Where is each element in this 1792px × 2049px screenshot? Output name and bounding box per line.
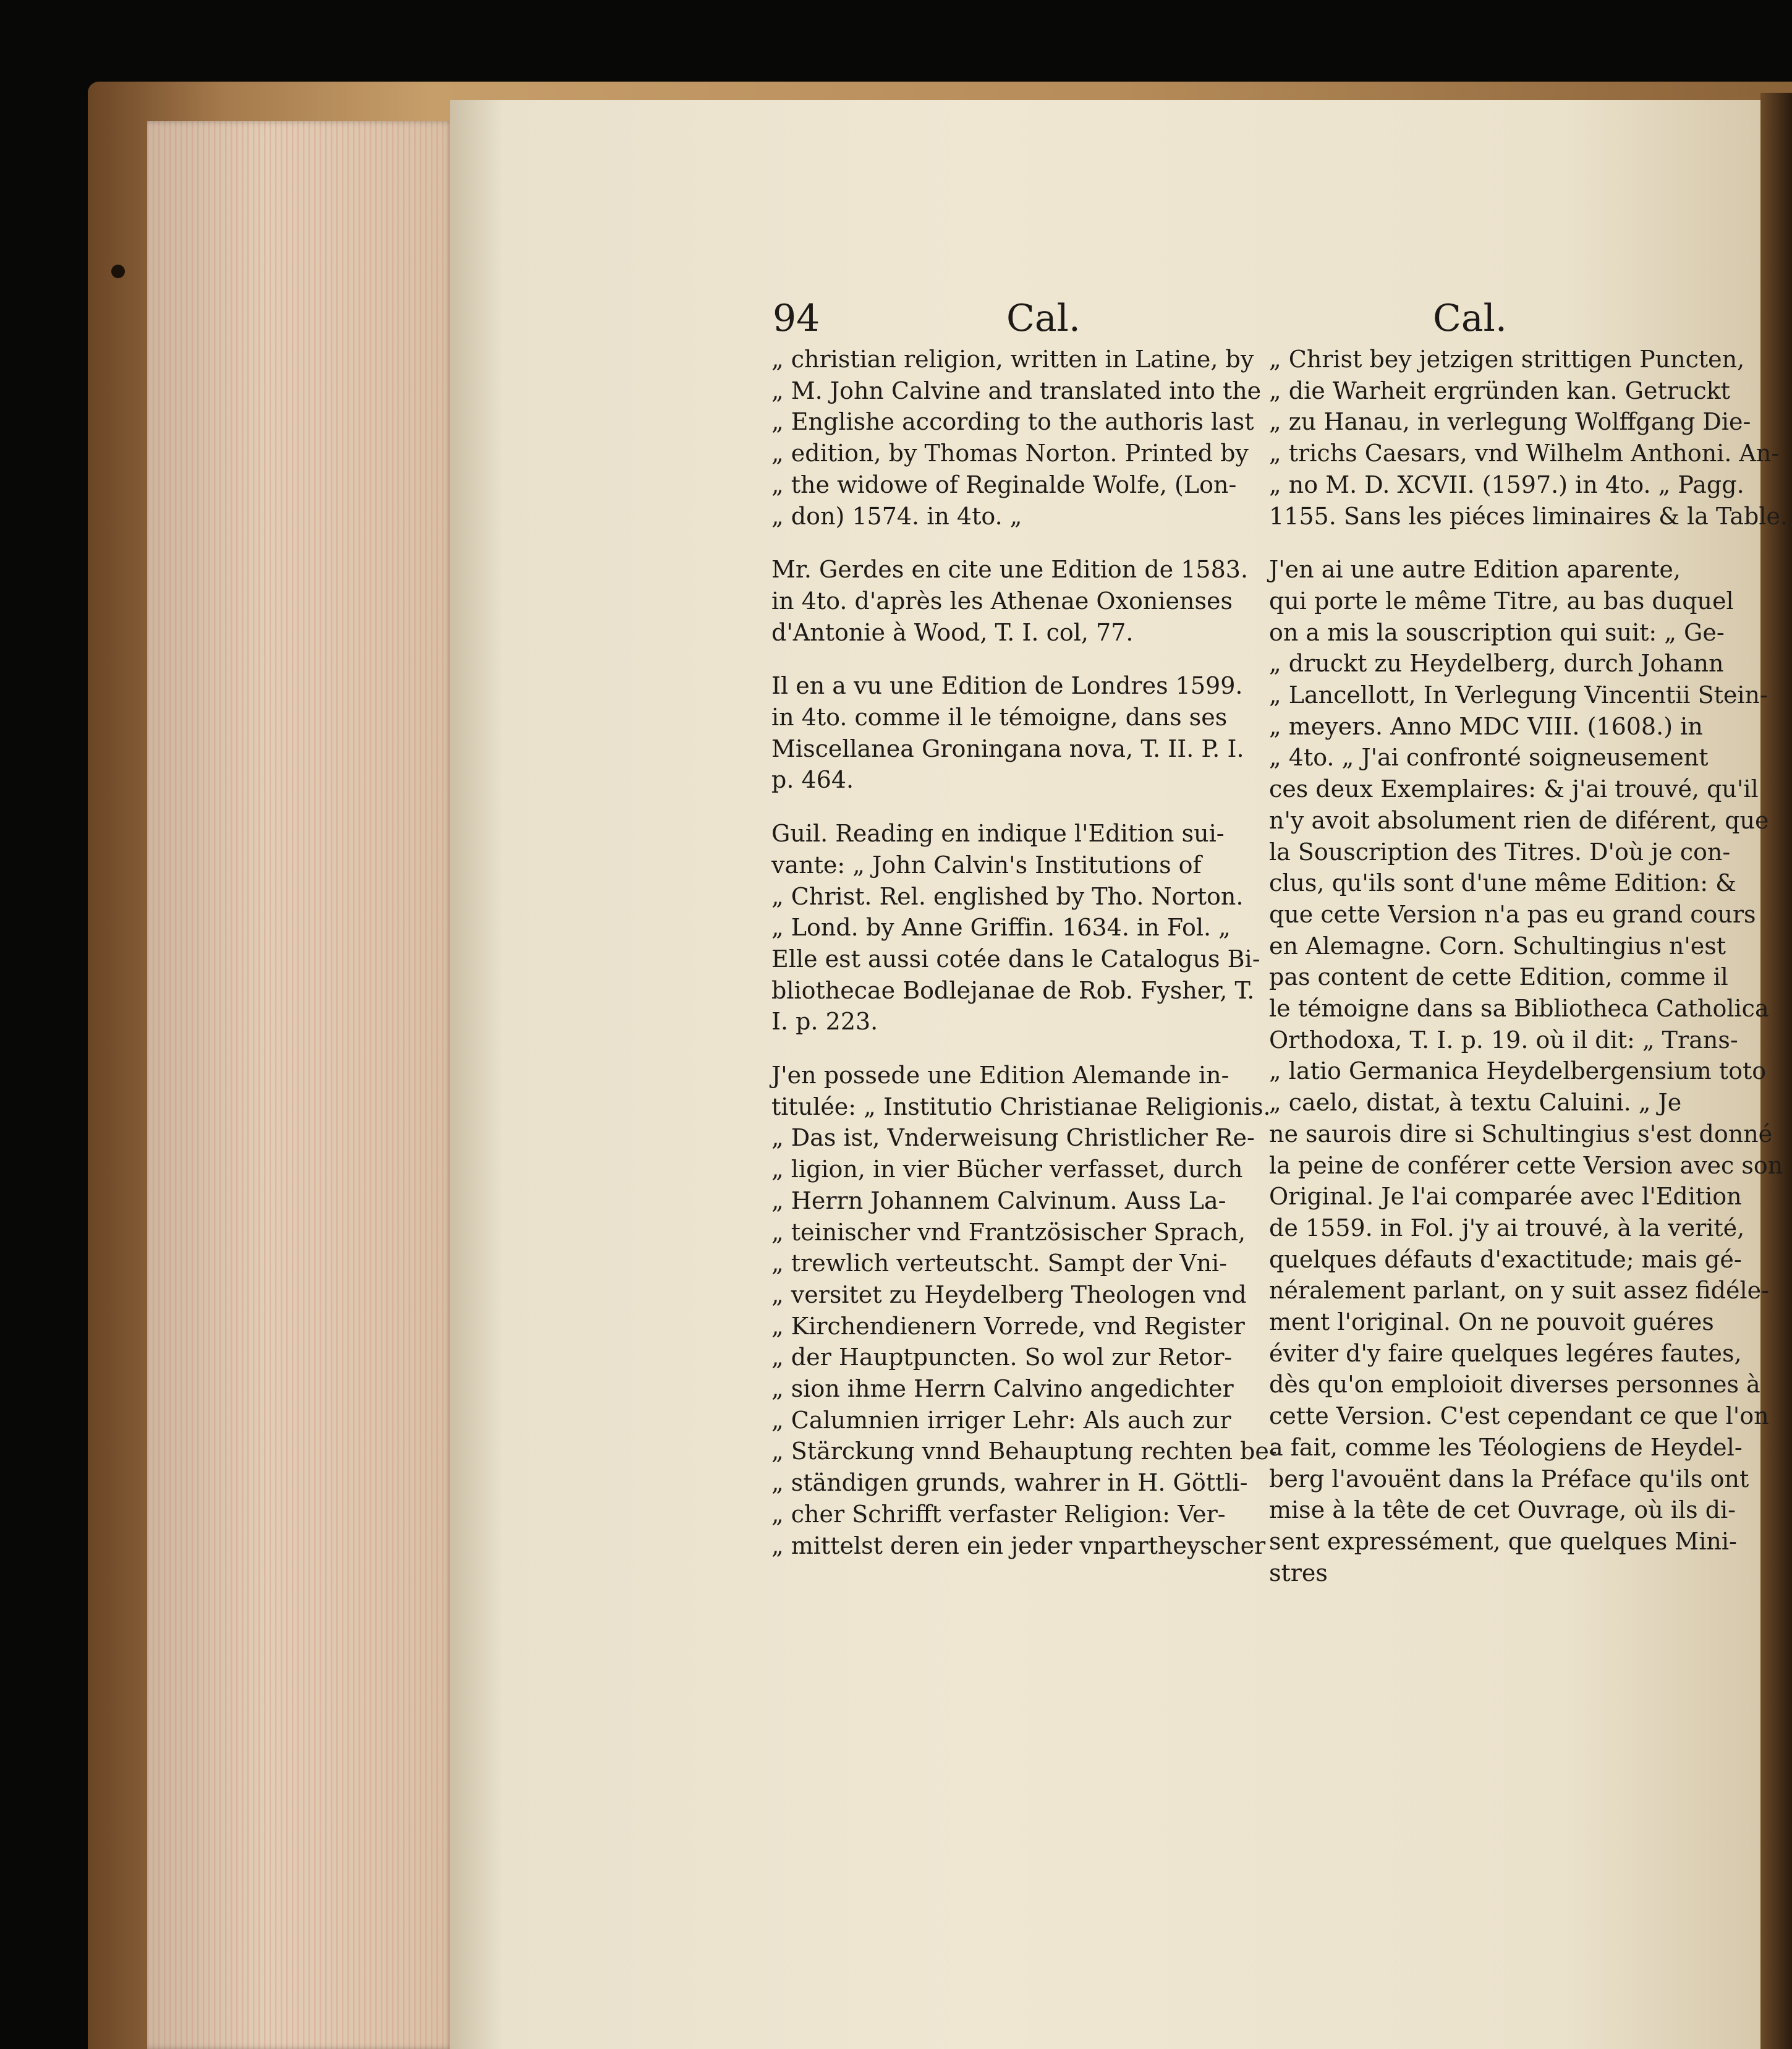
text-line: „ latio Germanica Heydelbergensium toto	[1269, 1057, 1767, 1085]
cover-hole	[111, 265, 125, 278]
text-line: J'en possede une Edition Alemande in-	[771, 1062, 1229, 1089]
text-line: „ 4to. „ J'ai confronté soigneusement	[1269, 744, 1709, 772]
text-line: que cette Version n'a pas eu grand cours	[1269, 900, 1756, 928]
text-line: cette Version. C'est cependant ce que l'on	[1269, 1402, 1769, 1430]
text-line: sent expressément, que quelques Mini-	[1269, 1527, 1737, 1555]
text-line: en Alemagne. Corn. Schultingius n'est	[1269, 932, 1726, 960]
text-line: bliothecae Bodlejanae de Rob. Fysher, T.	[771, 976, 1255, 1004]
text-line: Miscellanea Groningana nova, T. II. P. I.	[771, 735, 1244, 762]
text-line: p. 464.	[771, 766, 854, 794]
text-line: „ Lond. by Anne Griffin. 1634. in Fol. „	[771, 914, 1231, 942]
text-line: „ Calumnien irriger Lehr: Als auch zur	[771, 1406, 1231, 1434]
text-line: „ Herrn Johannem Calvinum. Auss La-	[771, 1186, 1226, 1214]
text-line: „ Englishe according to the authoris last	[771, 408, 1254, 436]
text-line: „ christian religion, written in Latine, by	[771, 346, 1254, 373]
page-edges	[147, 121, 454, 2049]
text-line: Orthodoxa, T. I. p. 19. où il dit: „ Trans-	[1269, 1026, 1738, 1054]
text-line: „ M. John Calvine and translated into the	[771, 377, 1262, 404]
text-line: „ Kirchendienern Vorrede, vnd Register	[771, 1312, 1245, 1340]
text-line: ment l'original. On ne pouvoit guéres	[1269, 1308, 1714, 1335]
text-line: stres	[1269, 1559, 1328, 1587]
text-line: dès qu'on emploioit diverses personnes à	[1269, 1371, 1760, 1399]
text-line: Mr. Gerdes en cite une Edition de 1583.	[771, 556, 1249, 584]
text-line: „ the widowe of Reginalde Wolfe, (Lon-	[771, 471, 1237, 498]
text-line: „ meyers. Anno MDC VIII. (1608.) in	[1269, 712, 1703, 740]
text-line: néralement parlant, on y suit assez fidéle-	[1269, 1277, 1769, 1305]
text-line: d'Antonie à Wood, T. I. col, 77.	[771, 618, 1134, 646]
text-line: „ Christ. Rel. englished by Tho. Norton.	[771, 882, 1244, 910]
text-line: „ caelo, distat, à textu Caluini. „ Je	[1269, 1089, 1682, 1117]
book-page	[450, 100, 1788, 2049]
text-line: pas content de cette Edition, comme il	[1269, 963, 1728, 991]
text-line: „ Christ bey jetzigen strittigen Puncten,	[1269, 346, 1745, 373]
text-line: la peine de conférer cette Version avec son	[1269, 1151, 1783, 1179]
page-number: 94	[773, 297, 820, 340]
text-line: in 4to. d'après les Athenae Oxonienses	[771, 587, 1233, 615]
text-line: mise à la tête de cet Ouvrage, où ils di-	[1269, 1496, 1736, 1524]
text-line: ces deux Exemplaires: & j'ai trouvé, qu'il	[1269, 775, 1759, 803]
text-line: quelques défauts d'exactitude; mais gé-	[1269, 1245, 1742, 1273]
text-line: 1155. Sans les piéces liminaires & la Table.	[1269, 502, 1788, 530]
text-line: in 4to. comme il le témoigne, dans ses	[771, 704, 1228, 731]
text-line: éviter d'y faire quelques legéres fautes,	[1269, 1339, 1742, 1367]
text-line: „ Das ist, Vnderweisung Christlicher Re-	[771, 1124, 1255, 1152]
text-line: le témoigne dans sa Bibliotheca Catholica	[1269, 995, 1769, 1022]
text-line: J'en ai une autre Edition aparente,	[1269, 556, 1681, 584]
text-line: „ mittelst deren ein jeder vnpartheyscher	[771, 1531, 1266, 1559]
text-line: „ teinischer vnd Frantzösischer Sprach,	[771, 1218, 1246, 1246]
text-line: „ der Hauptpuncten. So wol zur Retor-	[771, 1344, 1233, 1371]
text-line: qui porte le même Titre, au bas duquel	[1269, 587, 1734, 615]
text-line: vante: „ John Calvin's Institutions of	[771, 851, 1202, 879]
text-line: Il en a vu une Edition de Londres 1599.	[771, 672, 1243, 700]
text-line: „ no M. D. XCVII. (1597.) in 4to. „ Pagg.	[1269, 471, 1744, 498]
text-line: „ ligion, in vier Bücher verfasset, durch	[771, 1156, 1243, 1183]
text-line: on a mis la souscription qui suit: „ Ge-	[1269, 618, 1725, 646]
running-head-left: Cal.	[1006, 297, 1081, 340]
text-line: ne saurois dire si Schultingius s'est donné	[1269, 1120, 1773, 1148]
text-line: Guil. Reading en indique l'Edition sui-	[771, 820, 1225, 848]
text-line: „ Lancellott, In Verlegung Vincentii Stein-	[1269, 681, 1768, 709]
text-line: de 1559. in Fol. j'y ai trouvé, à la verité,	[1269, 1214, 1745, 1242]
text-line: „ Stärckung vnnd Behauptung rechten be-	[771, 1438, 1277, 1465]
text-line: „ versitet zu Heydelberg Theologen vnd	[771, 1280, 1247, 1308]
text-line: berg l'avouënt dans la Préface qu'ils ont	[1269, 1465, 1749, 1493]
text-line: la Souscription des Titres. D'où je con-	[1269, 838, 1731, 866]
text-line: „ don) 1574. in 4to. „	[771, 502, 1022, 530]
text-line: „ cher Schrifft verfaster Religion: Ver-	[771, 1500, 1226, 1528]
text-line: a fait, comme les Téologiens de Heydel-	[1269, 1433, 1743, 1461]
text-line: „ ständigen grunds, wahrer in H. Göttli-	[771, 1469, 1248, 1497]
text-line: „ trichs Caesars, vnd Wilhelm Anthoni. An-	[1269, 440, 1780, 467]
text-line: Elle est aussi cotée dans le Catalogus Bi-	[771, 945, 1260, 973]
text-line: I. p. 223.	[771, 1008, 878, 1036]
text-line: „ sion ihme Herrn Calvino angedichter	[771, 1375, 1234, 1402]
text-line: titulée: „ Institutio Christianae Religionis.	[771, 1093, 1271, 1120]
text-line: Original. Je l'ai comparée avec l'Edition	[1269, 1183, 1742, 1211]
text-line: n'y avoit absolument rien de diférent, que	[1269, 806, 1769, 834]
text-line: clus, qu'ils sont d'une même Edition: &	[1269, 869, 1737, 897]
running-head-right: Cal.	[1433, 297, 1507, 340]
text-line: „ edition, by Thomas Norton. Printed by	[771, 440, 1249, 467]
text-line: „ trewlich verteutscht. Sampt der Vni-	[771, 1250, 1228, 1277]
text-line: „ die Warheit ergründen kan. Getruckt	[1269, 377, 1730, 404]
text-line: „ druckt zu Heydelberg, durch Johann	[1269, 650, 1724, 678]
text-line: „ zu Hanau, in verlegung Wolffgang Die-	[1269, 408, 1751, 436]
